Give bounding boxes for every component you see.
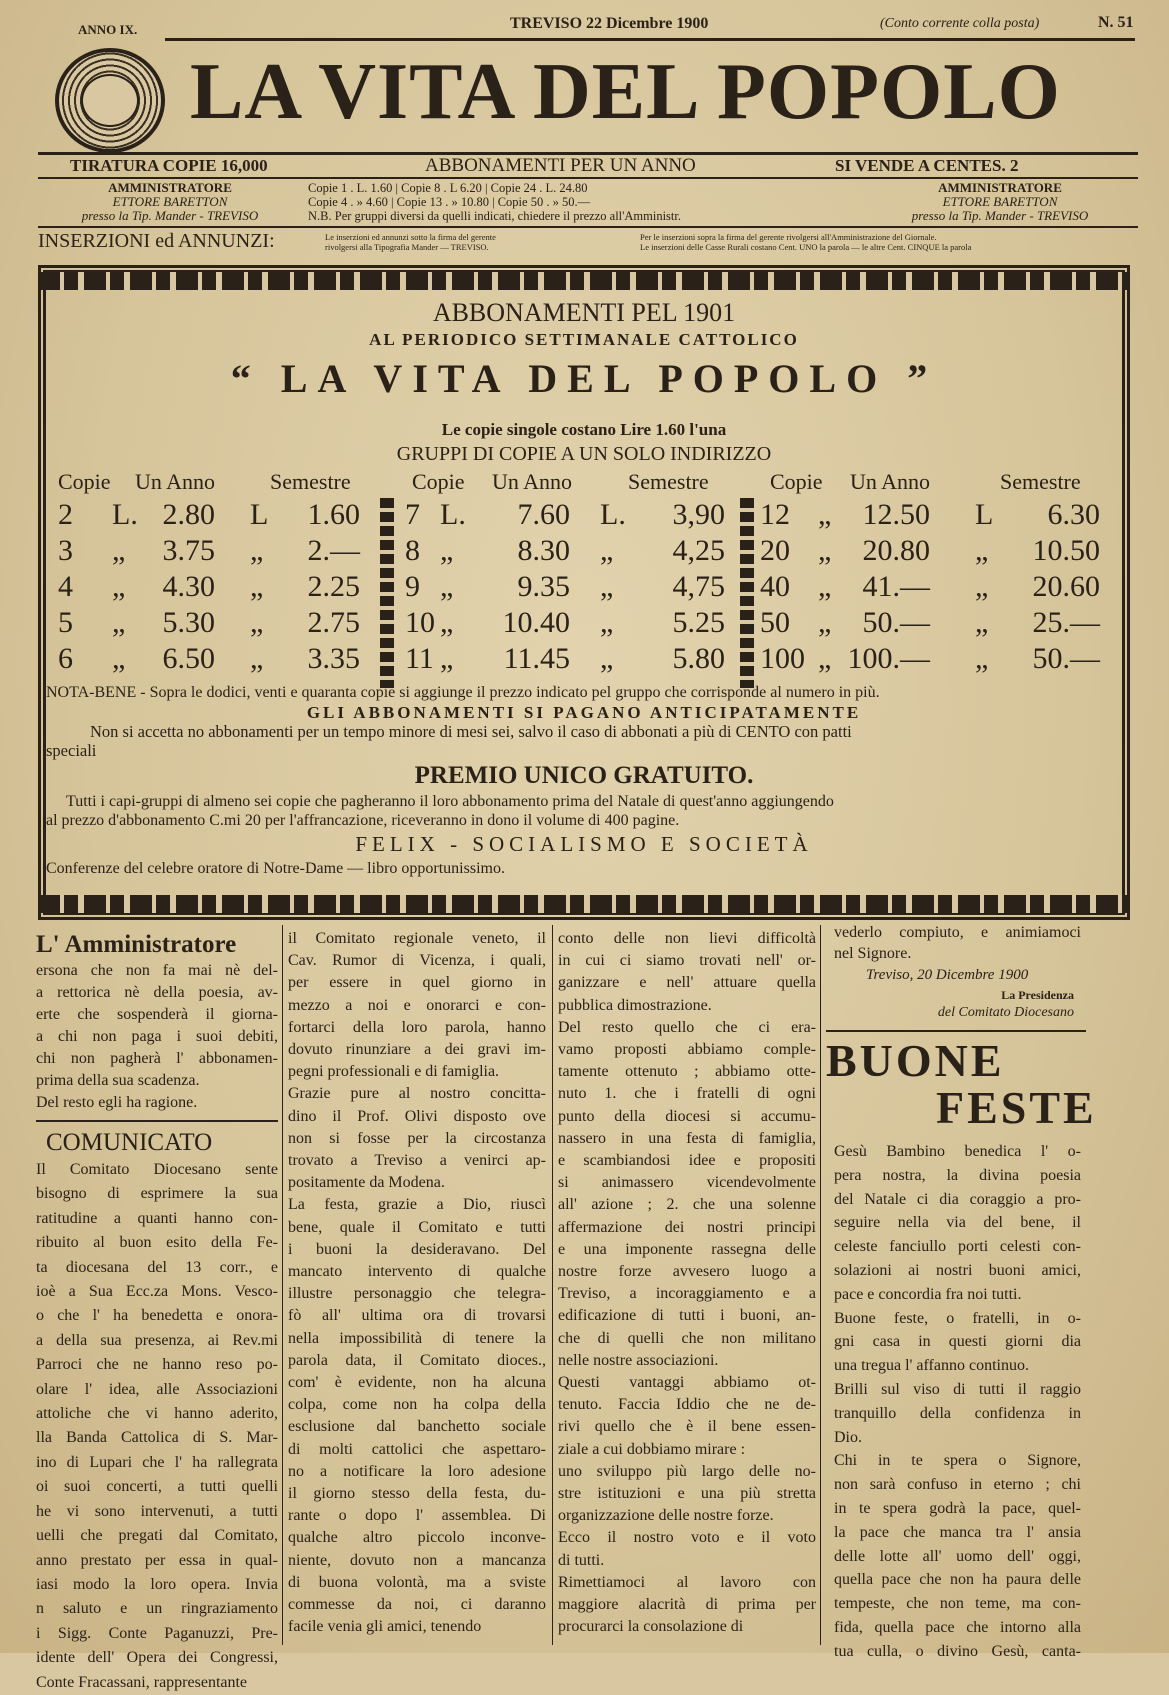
text-line: ziale a cui dobbiamo mirare :	[558, 1440, 746, 1458]
currency-mark: L.	[112, 498, 138, 531]
semester-price: 1.60	[307, 498, 360, 531]
tiratura: TIRATURA COPIE 16,000	[70, 156, 268, 175]
nota-bene: NOTA-BENE - Sopra le dodici, venti e quaranta copie si aggiunge il prezzo indicato pel gruppo che corrisponde al numero in più.	[46, 684, 880, 701]
annual-price: 8.30	[517, 534, 570, 567]
inserzioni-right: Per le inserzioni sopra la firma del gerente rivolgersi all'Amministrazione del Giornale. Le inserzioni delle Casse Rurali costano Cent. UNO la parola — le altre Cent. CINQUE la parola	[640, 232, 972, 252]
text-line: di buona volontà, ma a sviste	[288, 1573, 546, 1591]
groups-heading: GRUPPI DI COPIE A UN SOLO INDIRIZZO	[396, 443, 772, 465]
text-line: vamo proposti abbiamo comple-	[558, 1041, 816, 1059]
header-copie: Copie	[770, 469, 823, 494]
currency-mark: „	[112, 534, 126, 567]
text-line: nella impossibilità di tenere la	[288, 1329, 546, 1347]
currency-mark: „	[975, 534, 989, 567]
text-line: punto della diocesi si accumu-	[558, 1107, 816, 1125]
text-line: solazioni ai nostri buoni amici,	[834, 1261, 1081, 1279]
premio-text-2: al prezzo d'abbonamento C.mi 20 per l'affrancazione, riceveranno in dono il volume di 400 pagine.	[46, 812, 680, 829]
copies-cell: 6	[58, 642, 73, 675]
copies-cell: 8	[405, 534, 420, 567]
annual-price: 3.75	[162, 534, 215, 567]
semester-price: 10.50	[1032, 534, 1100, 567]
annual-price: 11.45	[503, 642, 570, 675]
semester-price: 4,75	[672, 570, 725, 603]
text-line: ta diocesana del 13 corr., e	[36, 1258, 278, 1276]
currency-mark: „	[440, 642, 454, 675]
text-line: attoliche che vi hanno aderito,	[36, 1405, 278, 1423]
annual-price: 12.50	[862, 498, 930, 531]
header-semestre: Semestre	[270, 469, 351, 494]
semester-price: 4,25	[672, 534, 725, 567]
conto-corrente: (Conto corrente colla posta)	[880, 16, 1040, 31]
currency-mark: „	[250, 642, 264, 675]
text-line: Grazie pure al nostro concitta-	[288, 1085, 546, 1103]
text-line: pubblica dimostrazione.	[558, 996, 712, 1014]
text-line: affermazione dei nostri principi	[558, 1218, 816, 1236]
text-line: nassero in una festa di famiglia,	[558, 1129, 816, 1147]
text-line: parola data, il Comitato dioces.,	[288, 1351, 546, 1369]
annual-price: 20.80	[862, 534, 930, 567]
text-line: di tutti.	[558, 1551, 605, 1569]
feste-heading: FESTE	[936, 1082, 1097, 1133]
text-line: a chi non paga i suoi debiti,	[36, 1028, 278, 1045]
copies-cell: 7	[405, 498, 420, 531]
text-line: uno sviluppo più largo delle no-	[558, 1462, 816, 1480]
annual-price: 4.30	[162, 570, 215, 603]
text-line: stre istituzioni e una più stretta	[558, 1485, 816, 1503]
text-line: olare l' idea, alle Associazioni	[36, 1380, 278, 1398]
text-line: nel Signore.	[834, 945, 912, 962]
annual-price: 41.—	[862, 570, 930, 603]
annual-price: 5.30	[162, 606, 215, 639]
premio-text-1: Tutti i capi-gruppi di almeno sei copie che pagheranno il loro abbonamento prima del Natale di quest'anno aggiungendo	[66, 793, 834, 810]
copies-cell: 12	[760, 498, 790, 531]
currency-mark: „	[600, 606, 614, 639]
inserzioni-label: INSERZIONI ed ANNUNZI:	[38, 230, 275, 252]
semester-price: 20.60	[1032, 570, 1100, 603]
text-line: lla Banda Cattolica di S. Mar-	[36, 1429, 278, 1447]
signature-presidenza: La Presidenza	[1001, 988, 1074, 1002]
text-line: Cav. Rumor di Vicenza, i quali,	[288, 952, 546, 970]
header-semestre: Semestre	[628, 469, 709, 494]
copies-cell: 2	[58, 498, 73, 531]
text-line: pegni professionali e di famiglia.	[288, 1063, 500, 1081]
text-line: Dio.	[834, 1428, 862, 1446]
annual-price: 7.60	[517, 498, 570, 531]
text-line: in cui ci siamo trovati nell' or-	[558, 952, 816, 970]
text-line: bene, quale il Comitato e tutti	[288, 1218, 546, 1236]
price-per-copy: SI VENDE A CENTES. 2	[835, 156, 1019, 175]
anno: ANNO IX.	[78, 22, 138, 37]
text-line: non si fosse per la circostanza	[288, 1129, 546, 1147]
text-line: anno prestato per essa in qual-	[36, 1551, 278, 1569]
text-line: Rimettiamoci al lavoro con	[558, 1573, 816, 1591]
ornament-divider	[380, 498, 394, 688]
ornament-divider	[740, 498, 754, 688]
text-line: o che l' ha benedetta e onora-	[36, 1307, 278, 1325]
text-line: delle lotte all' uomo dell' oggi,	[834, 1547, 1081, 1565]
text-line: Gesù Bambino benedica l' o-	[834, 1143, 1081, 1160]
buone-heading: BUONE	[826, 1035, 1005, 1086]
text-line: Del resto egli ha ragione.	[36, 1094, 198, 1111]
annual-price: 6.50	[162, 642, 215, 675]
header-un-anno: Un Anno	[492, 469, 573, 494]
semester-price: 2.—	[307, 534, 360, 567]
text-line: la pace che manca tra l' ansia	[834, 1523, 1081, 1541]
text-line: fida, quella pace che intorno alla	[834, 1618, 1081, 1636]
text-line: quella pace che non ha paura delle	[834, 1571, 1081, 1589]
text-line: Conte Fracassani, rappresentante	[36, 1673, 248, 1691]
notice-paper-name: “ LA VITA DEL POPOLO ”	[230, 356, 938, 401]
text-line: a della sua presenza, ai Rev.mi	[36, 1331, 278, 1349]
amministratore-heading: L' Amministratore	[36, 931, 237, 958]
conferenze-text: Conferenze del celebre oratore di Notre-Dame — libro opportunissimo.	[46, 860, 505, 877]
currency-mark: „	[440, 606, 454, 639]
text-line: esclusione dal banchetto sociale	[288, 1418, 546, 1436]
text-line: prima della sua scadenza.	[36, 1072, 200, 1089]
semester-price: 6.30	[1047, 498, 1100, 531]
amministratore-right: AMMINISTRATORE ETTORE BARETTON presso la Tip. Mander - TREVISO	[911, 180, 1089, 223]
dateline: TREVISO 22 Dicembre 1900	[510, 15, 709, 32]
currency-mark: L.	[440, 498, 466, 531]
annual-price: 10.40	[502, 606, 570, 639]
currency-mark: L	[975, 498, 994, 531]
annual-price: 50.—	[862, 606, 930, 639]
annual-price: 9.35	[517, 570, 570, 603]
text-line: no a notificare la loro adesione	[288, 1462, 546, 1480]
text-line: erte che sospenderà il giorna-	[36, 1006, 278, 1023]
currency-mark: „	[250, 534, 264, 567]
semester-price: 2.75	[307, 606, 360, 639]
text-line: Chi in te spera o Signore,	[834, 1452, 1081, 1470]
currency-mark: „	[600, 642, 614, 675]
text-line: e una imponente rassegna delle	[558, 1240, 816, 1258]
text-line: fò all' ultima ora di trovarsi	[288, 1307, 546, 1325]
text-line: bisogno di esprimere la sua	[36, 1185, 278, 1203]
text-line: tranquillo della confidenza in	[834, 1404, 1081, 1422]
copies-cell: 40	[760, 570, 790, 603]
currency-mark: L.	[600, 498, 626, 531]
text-line: niente, dovuto non a mancanza	[288, 1551, 546, 1569]
text-line: si animassero vicendevolmente	[558, 1174, 816, 1192]
currency-mark: „	[818, 534, 832, 567]
text-line: del Natale ci dia coraggio a pro-	[834, 1190, 1081, 1208]
amministratore-left: AMMINISTRATORE ETTORE BARETTON presso la Tip. Mander - TREVISO	[81, 180, 259, 223]
text-line: il Comitato regionale veneto, il	[288, 930, 546, 947]
copies-cell: 11	[405, 642, 434, 675]
abbonamenti-header: ABBONAMENTI PER UN ANNO	[425, 155, 696, 176]
currency-mark: „	[112, 570, 126, 603]
text-line: Brilli sul viso di tutti il raggio	[834, 1380, 1081, 1398]
speciali-text: speciali	[46, 741, 97, 760]
text-line: Parroci che ne hanno reso po-	[36, 1356, 278, 1374]
text-line: all' azione ; 2. che una solenne	[558, 1196, 816, 1214]
currency-mark: L	[250, 498, 269, 531]
comunicato-heading: COMUNICATO	[46, 1129, 213, 1156]
text-line: fortarci della loro parola, hanno	[288, 1018, 546, 1036]
text-line: a rettorica nè della poesia, av-	[36, 984, 278, 1001]
text-line: Questi vantaggi abbiamo ot-	[558, 1374, 816, 1392]
currency-mark: „	[440, 570, 454, 603]
text-line: tempeste, che non teme, ma con-	[834, 1595, 1081, 1613]
text-line: nuto 1. che i fratelli di ogni	[558, 1085, 816, 1103]
text-line: dino il Prof. Olivi disposto ove	[288, 1107, 546, 1125]
text-line: pera nostra, la divina poesia	[834, 1166, 1081, 1184]
text-line: ioè a Sua Ecc.za Mons. Vesco-	[36, 1283, 278, 1301]
currency-mark: „	[975, 606, 989, 639]
notice-title: ABBONAMENTI PEL 1901	[432, 298, 736, 327]
currency-mark: „	[818, 606, 832, 639]
text-line: tua culla, o divino Gesù, canta-	[834, 1642, 1081, 1660]
text-line: procurarci la consolazione di	[558, 1618, 744, 1636]
copies-cell: 10	[405, 606, 435, 639]
currency-mark: „	[112, 606, 126, 639]
text-line: organizzazione delle nostre forze.	[558, 1507, 774, 1525]
pay-in-advance: GLI ABBONAMENTI SI PAGANO ANTICIPATAMENTE	[306, 703, 862, 722]
text-line: qualche altro piccolo inconve-	[288, 1529, 546, 1547]
currency-mark: „	[818, 642, 832, 675]
treviso-dateline: Treviso, 20 Dicembre 1900	[866, 967, 1029, 983]
text-line: facile venia gli amici, tenendo	[288, 1618, 482, 1636]
text-line: com' è evidente, non ha alcuna	[288, 1374, 546, 1392]
text-line: La festa, grazie a Dio, riuscì	[288, 1196, 546, 1214]
text-line: ribuito al buon esito della Fe-	[36, 1234, 278, 1252]
text-line: iasi modo la loro opera. Invia	[36, 1575, 278, 1593]
text-line: nelle nostre associazioni.	[558, 1351, 719, 1369]
text-line: oi suoi concerti, a tutti quelli	[36, 1478, 278, 1496]
text-line: di molti cattolici che aspettaro-	[288, 1440, 546, 1458]
accetta-text: Non si accetta no abbonamenti per un tempo minore di mesi sei, salvo il caso di abbonati a più di CENTO con patti	[90, 722, 852, 741]
currency-mark: „	[818, 498, 832, 531]
text-line: una tregua l' affanno continuo.	[834, 1357, 1029, 1375]
text-line: tamente ottenuto ; abbiamo otte-	[558, 1063, 816, 1081]
text-line: ratitudine a quanti hanno con-	[36, 1209, 278, 1227]
text-line: dovuto rinunziare a dei gravi im-	[288, 1041, 546, 1059]
currency-mark: „	[818, 570, 832, 603]
text-line: ino di Lupari che l' ha rallegrata	[36, 1453, 278, 1471]
annual-price: 2.80	[162, 498, 215, 531]
text-line: i buoni la desideravano. Del	[288, 1240, 546, 1258]
text-line: Buone feste, o fratelli, in o-	[834, 1309, 1081, 1327]
text-line: illustre personaggio che telegra-	[288, 1285, 546, 1303]
notice-subtitle: AL PERIODICO SETTIMANALE CATTOLICO	[369, 330, 799, 349]
header-copie: Copie	[58, 469, 111, 494]
copies-cell: 9	[405, 570, 420, 603]
copies-cell: 3	[58, 534, 73, 567]
semester-price: 3,90	[672, 498, 725, 531]
text-line: uelli che pregati dal Comitato,	[36, 1527, 278, 1545]
text-line: in te spera godrà la pace, quel-	[834, 1499, 1081, 1517]
text-line: maggiore alacrità di prima per	[558, 1596, 816, 1614]
text-line: celeste fanciullo porti celesti con-	[834, 1238, 1081, 1256]
inserzioni-left: Le inserzioni ed annunzi sotto la firma del gerente rivolgersi alla Tipografia Mander — TREVISO.	[325, 232, 496, 252]
single-copy-price: Le copie singole costano Lire 1.60 l'una	[441, 420, 727, 439]
masthead-title: LA VITA DEL POPOLO	[190, 48, 1061, 136]
text-line: commesse da noi, ci daranno	[288, 1596, 546, 1614]
text-line: mezzo a noi e onorarci e con-	[288, 996, 546, 1014]
ornament-border-top	[38, 272, 1130, 290]
text-line: non sarà confuso in eterno ; chi	[834, 1476, 1081, 1494]
semester-price: 5.80	[672, 642, 725, 675]
text-line: pace e concordia fra noi tutti.	[834, 1285, 1022, 1303]
felix-book: FELIX - SOCIALISMO E SOCIETÀ	[355, 832, 813, 856]
text-line: trovato a Treviso a venirci ap-	[288, 1152, 546, 1170]
text-line: Il Comitato Diocesano sente	[36, 1161, 278, 1178]
copies-cell: 5	[58, 606, 73, 639]
text-line: i Sigg. Conte Paganuzzi, Pre-	[36, 1624, 278, 1642]
header-un-anno: Un Anno	[135, 469, 216, 494]
text-line: rante o dopo l' assemblea. Di	[288, 1507, 546, 1525]
currency-mark: „	[975, 642, 989, 675]
text-line: ganizzare e nell' attuare quella	[558, 974, 816, 992]
issue-number: N. 51	[1098, 14, 1134, 31]
column-4	[826, 922, 1134, 1664]
text-line: Ecco il nostro voto e il voto	[558, 1529, 816, 1547]
semester-price: 3.35	[307, 642, 360, 675]
currency-mark: „	[250, 570, 264, 603]
text-line: tenuto. Faccia Iddio che ne de-	[558, 1396, 816, 1414]
text-line: ersona che non fa mai nè del-	[36, 962, 278, 979]
text-line: che di quelli che non militano	[558, 1329, 816, 1347]
copies-cell: 4	[58, 570, 73, 603]
copies-cell: 20	[760, 534, 790, 567]
annual-price: 100.—	[847, 642, 930, 675]
semester-price: 2.25	[307, 570, 360, 603]
text-line: chi non pagherà l' abbonamen-	[36, 1050, 278, 1067]
signature-comitato: del Comitato Diocesano	[937, 1005, 1074, 1020]
subscription-prices: Copie 1 . L. 1.60 | Copie 8 . L 6.20 | Copie 24 . L. 24.80 Copie 4 . » 4.60 | Copie 13 . » 10.80 | Copie 50 . » 50.— N.B. Per gruppi diversi da quelli indicati, chiedere il prezzo all'Amministr.	[308, 181, 681, 223]
text-line: nostre forze avvesero luogo a	[558, 1263, 816, 1281]
text-line: per essere in quel giorno in	[288, 974, 546, 992]
currency-mark: „	[250, 606, 264, 639]
premio-heading: PREMIO UNICO GRATUITO.	[414, 762, 754, 789]
text-line: mancato intervento di qualche	[288, 1263, 546, 1281]
header-semestre: Semestre	[1000, 469, 1081, 494]
text-line: seguire nella via del bene, il	[834, 1214, 1081, 1232]
column-3	[558, 928, 816, 1639]
text-line: positamente da Modena.	[288, 1174, 445, 1192]
text-line: vederlo compiuto, e animiamoci	[834, 924, 1081, 941]
text-line: n saluto e un ringraziamento	[36, 1600, 278, 1618]
text-line: Treviso, a incoraggiamento e a	[558, 1285, 816, 1303]
copies-cell: 50	[760, 606, 790, 639]
semester-price: 5.25	[672, 606, 725, 639]
text-line: idente dell' Opera dei Congressi,	[36, 1649, 278, 1667]
header-un-anno: Un Anno	[850, 469, 931, 494]
text-line: Del resto quello che ci era-	[558, 1018, 816, 1036]
text-line: rivi quello che è il bene essen-	[558, 1418, 816, 1436]
text-line: il giorno stesso della festa, du-	[288, 1485, 546, 1503]
text-line: gni casa in questi giorni dia	[834, 1333, 1081, 1351]
seal-logo	[55, 48, 165, 153]
text-line: colpa, come non ha colpa della	[288, 1396, 546, 1414]
column-2	[288, 928, 546, 1639]
semester-price: 25.—	[1032, 606, 1100, 639]
text-line: conto delle non lievi difficoltà	[558, 930, 816, 947]
semester-price: 50.—	[1032, 642, 1100, 675]
currency-mark: „	[975, 570, 989, 603]
header-copie: Copie	[412, 469, 465, 494]
copies-cell: 100	[760, 642, 805, 675]
ornament-border-bottom	[38, 895, 1130, 913]
text-line: edificazione di tutti i buoni, an-	[558, 1307, 816, 1325]
currency-mark: „	[600, 534, 614, 567]
column-1	[36, 930, 278, 1695]
currency-mark: „	[600, 570, 614, 603]
text-line: e scambiandosi idee e propositi	[558, 1152, 816, 1170]
currency-mark: „	[112, 642, 126, 675]
currency-mark: „	[440, 534, 454, 567]
text-line: he vi sono intervenuti, a tutti	[36, 1502, 278, 1520]
